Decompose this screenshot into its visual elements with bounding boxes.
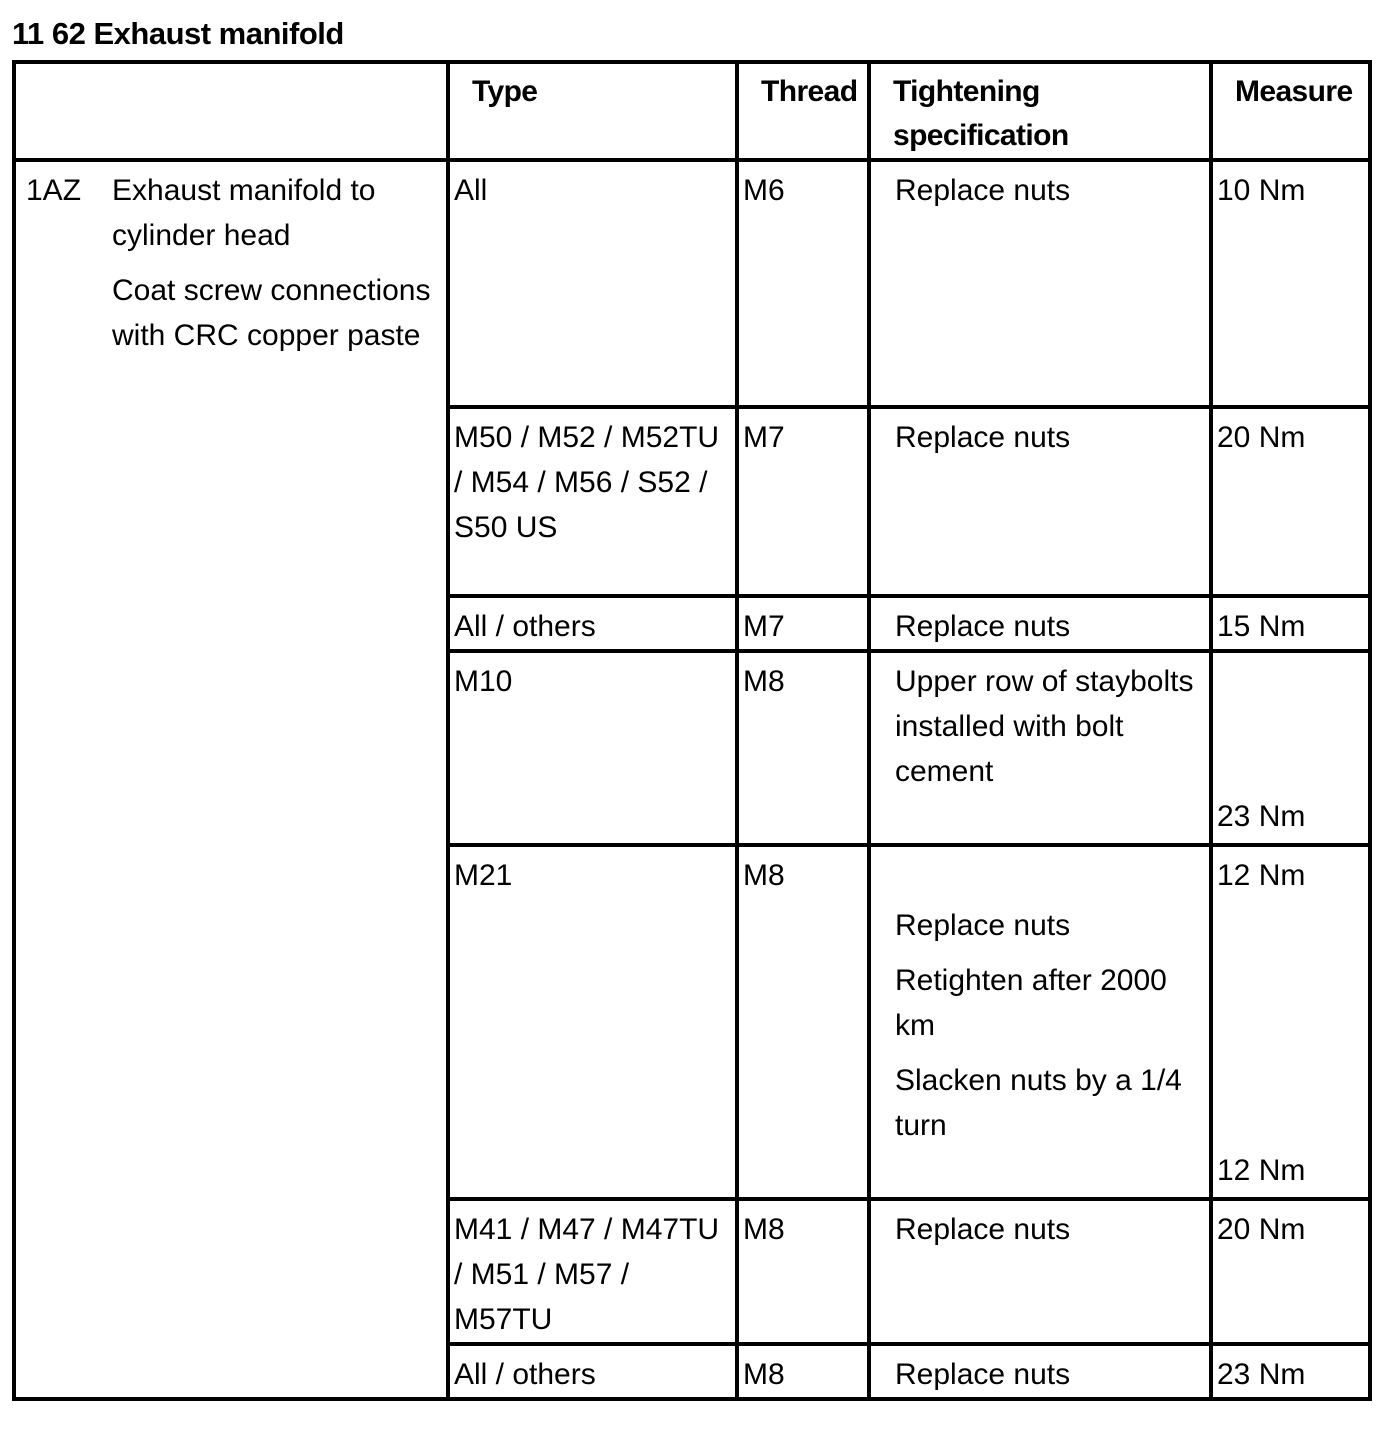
header-blank: [14, 62, 448, 160]
group-note: Coat screw connections with CRC copper paste: [112, 274, 431, 352]
spec-cell: Upper row of staybolts installed with bolt cement: [869, 651, 1211, 845]
type-cell: All: [448, 160, 737, 407]
spec-cell: Replace nuts: [869, 1344, 1211, 1399]
type-cell: M41 / M47 / M47TU / M51 / M57 / M57TU: [448, 1199, 737, 1344]
header-tightening-label: Tightening specification: [893, 75, 1069, 152]
thread-cell: M8: [737, 845, 869, 1199]
measure-bottom: 23 Nm: [1217, 800, 1306, 833]
thread-cell: M8: [737, 651, 869, 845]
header-thread: [737, 62, 869, 160]
type-cell: All / others: [448, 596, 737, 651]
measure-cell: 23 Nm: [1211, 1344, 1370, 1399]
header-thread-label: Thread: [761, 75, 858, 108]
thread-cell: M7: [737, 596, 869, 651]
type-cell: M21: [448, 845, 737, 1199]
measure-cell: 10 Nm: [1211, 160, 1370, 407]
type-cell: All / others: [448, 1344, 737, 1399]
measure-cell: 12 Nm 12 Nm: [1211, 845, 1370, 1199]
group-cell: [14, 160, 448, 1399]
thread-cell: M7: [737, 407, 869, 596]
group-description: Exhaust manifold to cylinder head: [112, 174, 376, 252]
type-cell: M10: [448, 651, 737, 845]
header-type: [448, 62, 737, 160]
spec-cell: Replace nuts: [869, 596, 1211, 651]
spec-cell: Replace nuts: [869, 1199, 1211, 1344]
page-title: 11 62 Exhaust manifold: [12, 16, 344, 51]
measure-cell: [1211, 651, 1370, 845]
spec-cell: Replace nuts: [869, 160, 1211, 407]
spec-cell: Replace nuts: [869, 407, 1211, 596]
header-measure: [1211, 62, 1370, 160]
header-type-label: Type: [472, 75, 538, 108]
type-cell: M50 / M52 / M52TU / M54 / M56 / S52 / S50 US: [448, 407, 737, 596]
torque-spec-table: [12, 60, 1372, 1401]
measure-bottom: 12 Nm: [1217, 1154, 1306, 1187]
header-measure-label: Measure: [1235, 75, 1353, 108]
header-row: [14, 62, 1370, 160]
thread-cell: M8: [737, 1344, 869, 1399]
measure-cell: 15 Nm: [1211, 596, 1370, 651]
header-tightening: [869, 62, 1211, 160]
group-description-block: [112, 168, 432, 358]
table-row: [14, 160, 1370, 407]
measure-cell: 20 Nm: [1211, 1199, 1370, 1344]
thread-cell: M8: [737, 1199, 869, 1344]
measure-cell: 20 Nm: [1211, 407, 1370, 596]
thread-cell: M6: [737, 160, 869, 407]
spec-cell: Replace nuts Retighten after 2000 km Slacken nuts by a 1/4 turn: [869, 845, 1211, 1199]
group-code: 1AZ: [26, 174, 82, 207]
